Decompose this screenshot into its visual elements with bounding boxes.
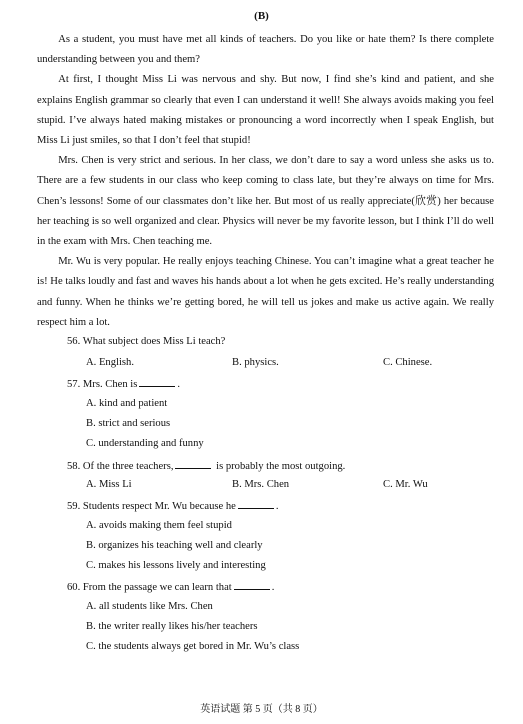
question-59-stem-end: .: [275, 501, 279, 512]
question-57-option-a: A. kind and patient: [86, 398, 168, 409]
question-60-stem: [67, 580, 274, 593]
passage-paragraph-1: As a student, you must have met all kinds of teachers. Do you like or hate them? Is there complete understanding between you and them?: [37, 34, 494, 66]
question-58-option-b: B. Mrs. Chen: [232, 479, 290, 490]
question-58-option-a: A. Miss Li: [86, 479, 132, 490]
passage-paragraph-3: Mrs. Chen is very strict and serious. In her class, we don’t dare to say a word unless she asks us to. There are a few students in our class who keep coming to class late, but they’re always on time for Mrs. Chen’s lessons! Some of our classmates don’t like her. But most of us really appreciate(欣赏) her because her teaching is so well organized and clear. Physics will never be my favorite lesson, but I think I’ll do well in the exam with Mrs. Chen teaching me.: [37, 155, 494, 248]
question-60-option-c: C. the students always get bored in Mr. Wu’s class: [86, 641, 300, 652]
question-56-option-c: C. Chinese.: [383, 357, 433, 368]
question-57-stem-end: .: [177, 379, 180, 390]
answer-blank: [234, 580, 270, 590]
reading-passage: [37, 30, 494, 333]
question-57-option-c: C. understanding and funny: [86, 438, 204, 449]
question-56-stem: 56. What subject does Miss Li teach?: [67, 336, 226, 347]
answer-blank: [139, 377, 175, 387]
section-title: (B): [254, 10, 269, 22]
passage-paragraph-2: At first, I thought Miss Li was nervous and shy. But now, I find she’s kind and patient, and she explains English grammar so clearly that even I can understand it well! She always avoids making you feel stupid. I’ve always hated making mistakes or pronouncing a word incorrectly when I speak English, but Miss Li just smiles, so that I don’t feel that stupid!: [37, 74, 494, 147]
question-59-stem: [67, 499, 279, 512]
passage-paragraph-4: Mr. Wu is very popular. He really enjoys teaching Chinese. You can’t imagine what a great teacher he is! He talks loudly and fast and waves his hands about a lot when he gets excited. He’s really understanding and funny. When he thinks we’re getting bored, he will tell us jokes and make us active again. We really respect him a lot.: [37, 256, 494, 328]
question-59-stem-text: 59. Students respect Mr. Wu because he: [67, 501, 236, 512]
question-59-option-c: C. makes his lessons lively and interesting: [86, 560, 266, 571]
question-59-option-a: A. avoids making them feel stupid: [86, 520, 232, 531]
question-57-stem: [67, 377, 180, 390]
question-58-stem: [67, 459, 345, 472]
question-59-option-b: B. organizes his teaching well and clearly: [86, 540, 263, 551]
question-60-stem-end: .: [271, 582, 275, 593]
question-60-option-a: A. all students like Mrs. Chen: [86, 601, 213, 612]
answer-blank: [238, 499, 274, 509]
page-footer: 英语试题 第 5 页（共 8 页）: [200, 704, 323, 715]
question-60-stem-text: 60. From the passage we can learn that: [67, 582, 232, 593]
question-56-option-a: A. English.: [86, 357, 134, 368]
question-57-option-b: B. strict and serious: [86, 418, 171, 429]
question-56-option-b: B. physics.: [232, 357, 279, 368]
answer-blank: [175, 459, 211, 469]
question-57-stem-text: 57. Mrs. Chen is: [67, 379, 138, 390]
question-58-stem-end: is probably the most outgoing.: [213, 461, 346, 472]
question-60-option-b: B. the writer really likes his/her teachers: [86, 621, 258, 632]
question-58-option-c: C. Mr. Wu: [383, 479, 428, 490]
question-58-stem-text: 58. Of the three teachers,: [67, 461, 174, 472]
